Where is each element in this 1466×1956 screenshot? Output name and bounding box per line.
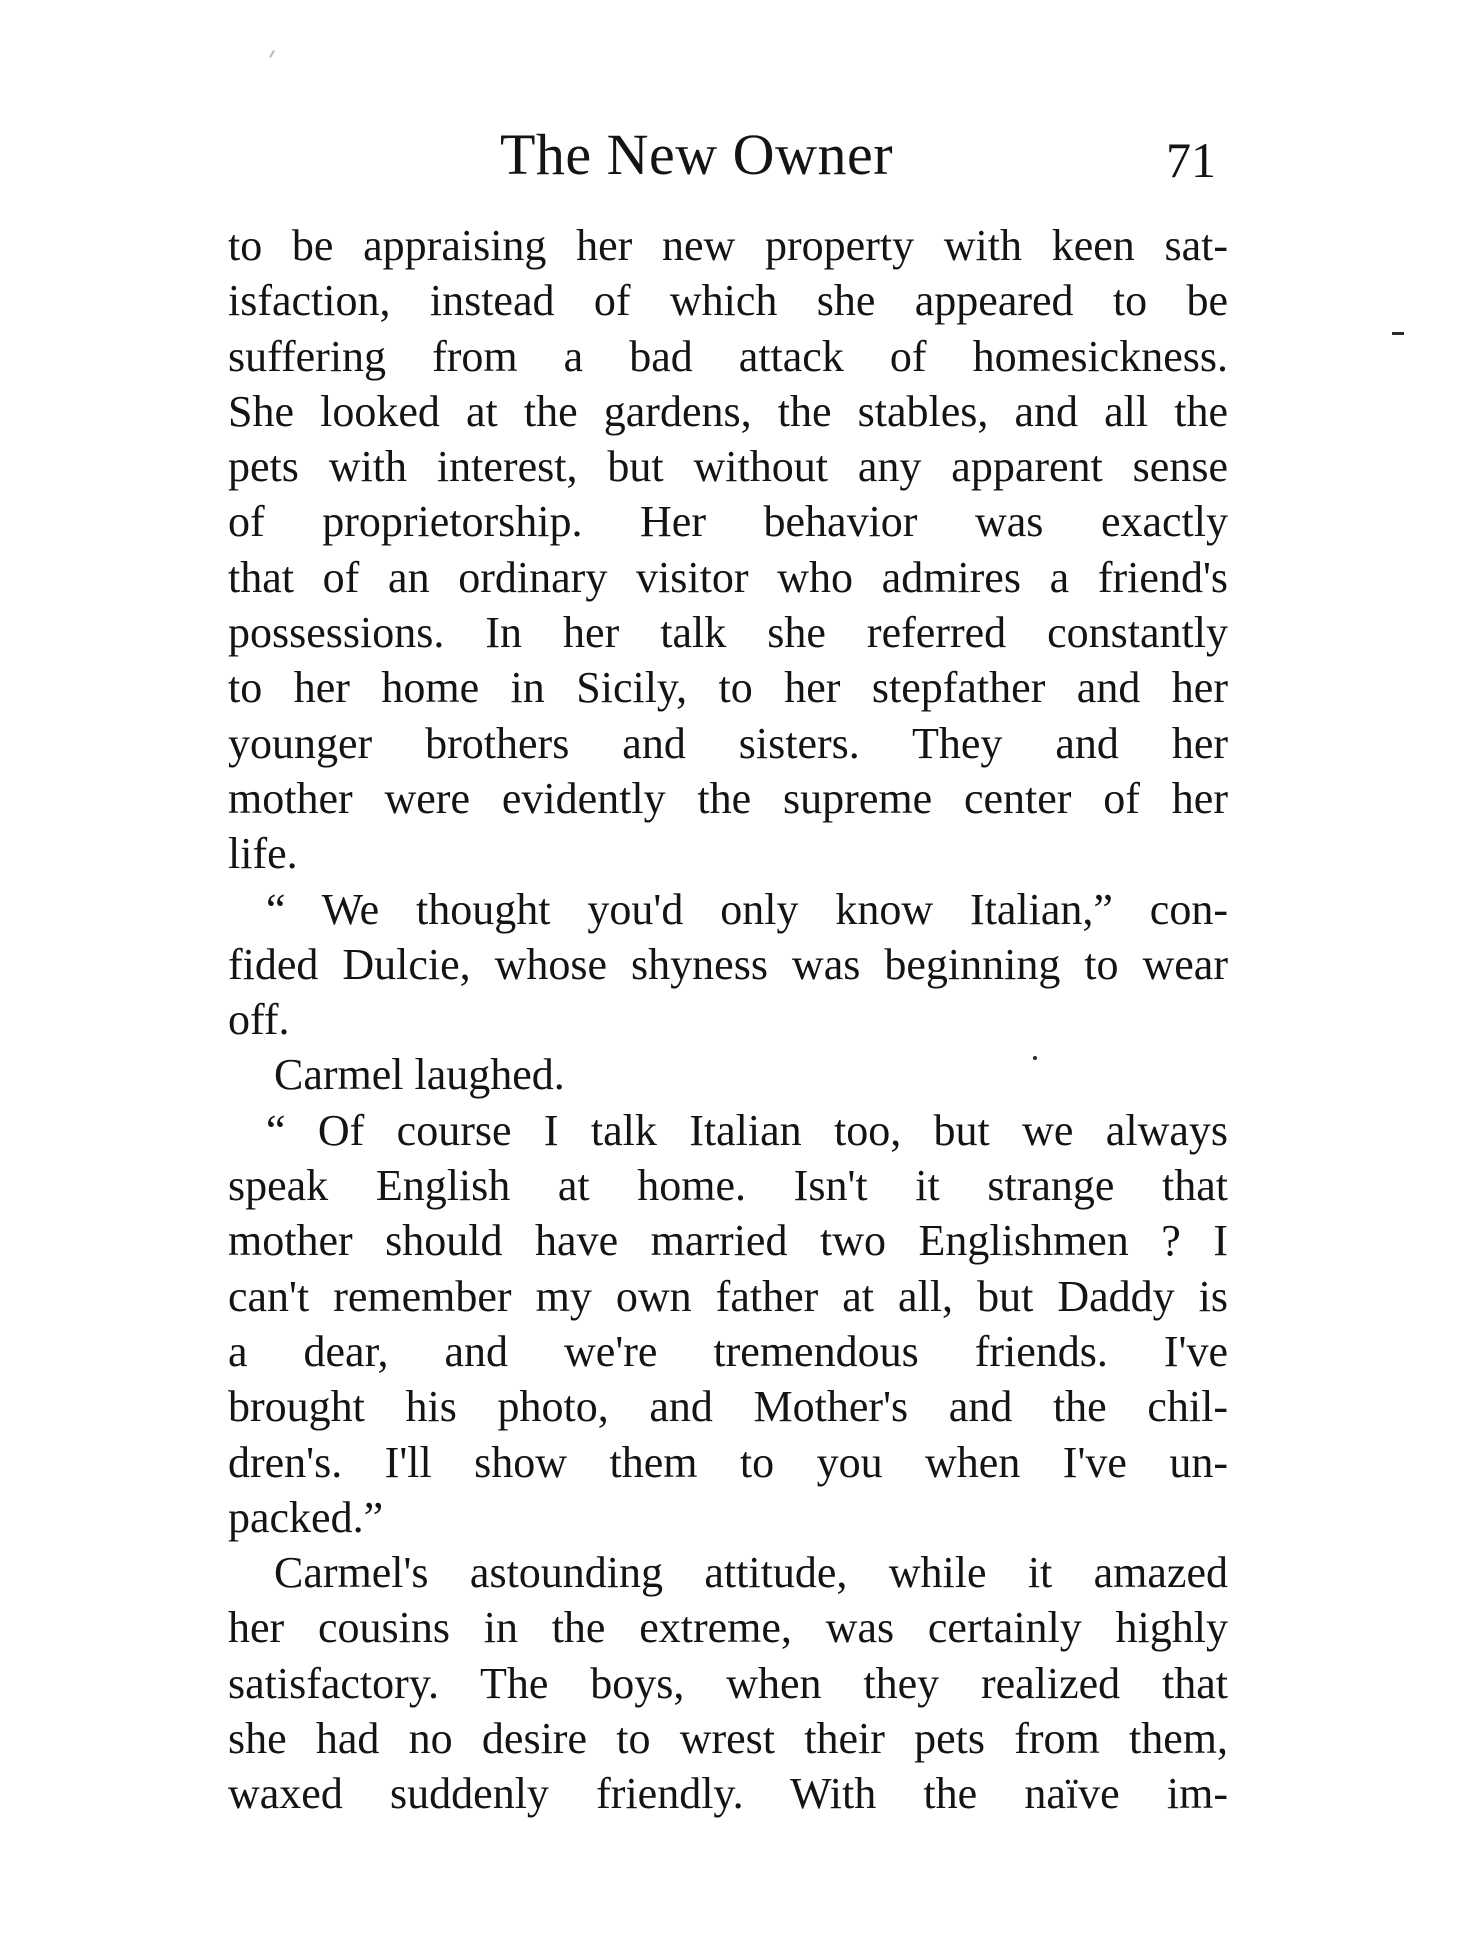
text-line: life. [228, 829, 298, 879]
text-line: to be appraising her new property with keen sat- [228, 221, 1228, 270]
text-line: that of an ordinary visitor who admires a friend's [228, 552, 1228, 602]
text-line: younger brothers and sisters. They and her [228, 718, 1228, 768]
scan-dot [1033, 1056, 1037, 1060]
text-line: her cousins in the extreme, was certainly highly [228, 1603, 1228, 1653]
text-line: fided Dulcie, whose shyness was beginning to wear [228, 939, 1228, 989]
text-line: “ Of course I talk Italian too, but we always [266, 1105, 1228, 1155]
text-line: waxed suddenly friendly. With the naïve im- [228, 1769, 1228, 1819]
text-line: brought his photo, and Mother's and the chil- [228, 1382, 1228, 1432]
scan-speck [269, 50, 275, 58]
body-text [228, 218, 1228, 1822]
page-number: 71 [1166, 132, 1216, 188]
running-title: The New Owner [500, 122, 894, 187]
text-line: Carmel's astounding attitude, while it amazed [274, 1548, 1228, 1598]
text-line: a dear, and we're tremendous friends. I've [228, 1326, 1228, 1376]
text-line: Carmel laughed. [274, 1050, 565, 1100]
text-line: isfaction, instead of which she appeared to be [228, 276, 1228, 326]
text-line: can't remember my own father at all, but Daddy is [228, 1271, 1228, 1321]
text-line: mother were evidently the supreme center of her [228, 773, 1228, 823]
text-line: speak English at home. Isn't it strange that [228, 1161, 1228, 1211]
text-line: mother should have married two Englishmen ? I [228, 1216, 1228, 1266]
text-line: to her home in Sicily, to her stepfather and her [228, 663, 1228, 713]
text-line: She looked at the gardens, the stables, and all the [228, 386, 1228, 436]
text-line: dren's. I'll show them to you when I've un- [228, 1437, 1228, 1487]
text-line: possessions. In her talk she referred constantly [228, 608, 1228, 658]
scan-mark [1392, 332, 1404, 335]
text-line: suffering from a bad attack of homesickness. [228, 331, 1228, 381]
text-line: of proprietorship. Her behavior was exactly [228, 497, 1228, 547]
text-line: satisfactory. The boys, when they realized that [228, 1658, 1228, 1708]
text-line: off. [228, 995, 290, 1045]
text-line: “ We thought you'd only know Italian,” con- [266, 884, 1228, 934]
text-line: she had no desire to wrest their pets from them, [228, 1714, 1228, 1764]
text-line: packed.” [228, 1492, 384, 1542]
text-line: pets with interest, but without any apparent sense [228, 442, 1228, 492]
